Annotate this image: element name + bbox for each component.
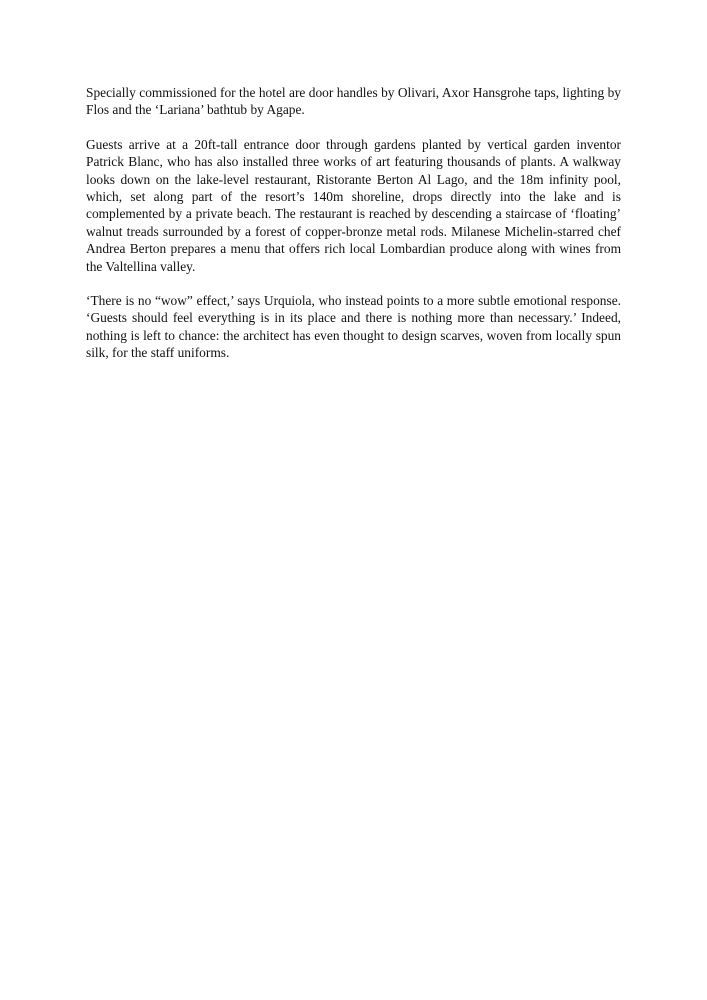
paragraph-urquiola-quote: ‘There is no “wow” effect,’ says Urquiola, who instead points to a more subtle emotional response. ‘Guests should feel everything is in its place and there is nothing more than necessary.’ Indeed, nothing is left to chance: the architect has even thought to design scarves, woven from locally spun silk, for the staff uniforms. bbox=[86, 293, 621, 361]
body-text bbox=[86, 84, 621, 379]
paragraph-fittings: Specially commissioned for the hotel are door handles by Olivari, Axor Hansgrohe taps, lighting by Flos and the ‘Lariana’ bathtub by Agape. bbox=[86, 85, 621, 118]
paragraph-gardens-restaurant: Guests arrive at a 20ft-tall entrance door through gardens planted by vertical garden inventor Patrick Blanc, who has also installed three works of art featuring thousands of plants. A walkway looks down on the lake-level restaurant, Ristorante Berton Al Lago, and the 18m infinity pool, which, set along part of the resort’s 140m shoreline, drops directly into the lake and is complemented by a private beach. The restaurant is reached by descending a staircase of ‘floating’ walnut treads surrounded by a forest of copper-bronze metal rods. Milanese Michelin-starred chef Andrea Berton prepares a menu that offers rich local Lombardian produce along with wines from the Valtellina valley. bbox=[86, 136, 621, 274]
